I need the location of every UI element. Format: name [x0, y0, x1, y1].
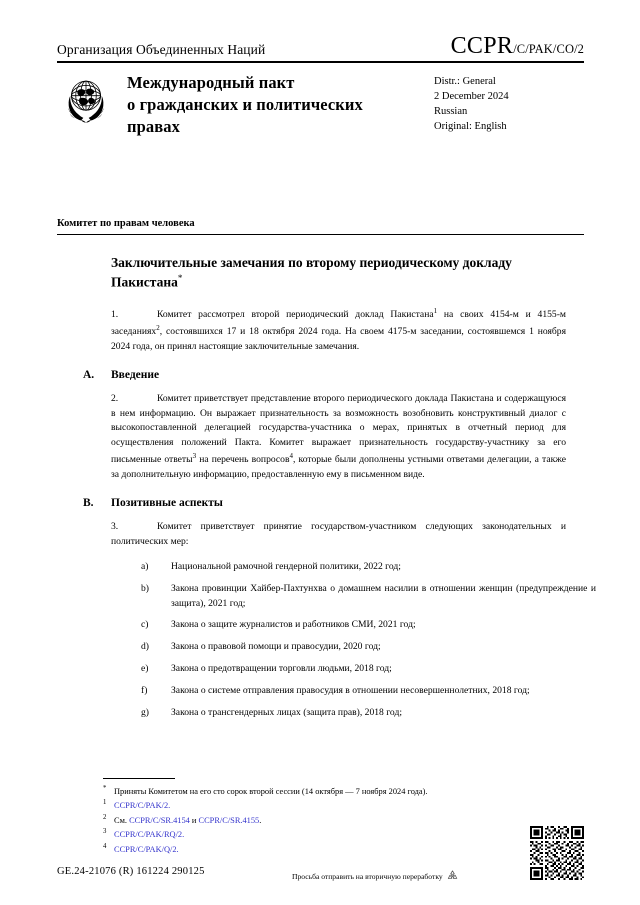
- list-item: [141, 706, 596, 721]
- recycle-icon: [446, 869, 459, 884]
- list-item: [141, 618, 596, 633]
- document-symbol-main: CCPR: [450, 33, 514, 59]
- page-title: [111, 253, 566, 292]
- list-item: [141, 640, 596, 655]
- footnote-mark: *: [103, 785, 107, 792]
- footnote-1: [103, 798, 543, 812]
- paragraph-1-text-b: на своих 4154-м и 4155-м заседаниях: [111, 309, 566, 338]
- list-item-label: b): [141, 582, 149, 594]
- list-item-text: Закона о защите журналистов и работников СМИ, 2021 год;: [171, 619, 416, 631]
- footnote-separator: [103, 778, 175, 779]
- list-item: [141, 560, 596, 575]
- list-item-label: a): [141, 560, 149, 572]
- distribution-original: Original: English: [434, 120, 507, 132]
- footnote-3: [103, 827, 543, 841]
- qr-code: [530, 826, 584, 880]
- paragraph-3-text: Комитет приветствует принятие государством-участником следующих законодательных и политических мер:: [111, 521, 566, 547]
- footnote-conjunction: и: [189, 815, 199, 825]
- paragraph-3-number: 3.: [111, 521, 119, 533]
- paragraph-2-number: 2.: [111, 392, 119, 404]
- section-heading-b: [83, 497, 566, 509]
- paragraph-1-footref-1: 1: [433, 306, 438, 315]
- covenant-title-line-3: правах: [127, 116, 180, 136]
- list-item: [141, 662, 596, 677]
- list-item-label: d): [141, 641, 149, 653]
- footnote-link[interactable]: CCPR/C/SR.4154: [129, 815, 190, 825]
- paragraph-2: [111, 392, 566, 483]
- footnote-text: Приняты Комитетом на его сто сорок второй сессии (14 октября — 7 ноября 2024 года).: [114, 786, 428, 796]
- list-item-text: Закона о предотвращении торговли людьми, 2018 год;: [171, 663, 392, 675]
- document-symbol: [451, 34, 584, 58]
- list-item-label: g): [141, 706, 149, 718]
- distribution-block: [434, 71, 584, 135]
- list-item: [141, 684, 596, 699]
- document-footer: [57, 862, 584, 896]
- footnote-link[interactable]: CCPR/C/PAK/2.: [114, 801, 171, 811]
- list-item-text: Закона о правовой помощи и правосудии, 2020 год;: [171, 641, 381, 653]
- paragraph-1-text-a: Комитет рассмотрел второй периодический доклад Пакистана: [157, 309, 434, 320]
- section-heading-a: [83, 369, 566, 381]
- covenant-title-block: [113, 71, 434, 138]
- footnote-link[interactable]: CCPR/C/PAK/RQ/2.: [114, 830, 185, 840]
- covenant-title-line-1: Международный пакт: [127, 73, 295, 92]
- recycle-notice: [292, 869, 459, 884]
- list-item-label: f): [141, 684, 148, 696]
- footnote-link[interactable]: CCPR/C/PAK/Q/2.: [114, 844, 179, 854]
- footnote-suffix: .: [259, 815, 262, 825]
- list-item-text: Национальной рамочной гендерной политики, 2022 год;: [171, 560, 401, 572]
- footnote-mark: 4: [103, 842, 107, 850]
- page-title-text: Заключительные замечания по второму периодическому докладу Пакистана: [111, 255, 512, 290]
- section-a-title: Введение: [111, 368, 160, 381]
- paragraph-2-footref-3: 3: [192, 452, 197, 461]
- list-item-text: Закона о трансгендерных лицах (защита прав), 2018 год;: [171, 706, 402, 718]
- distribution-date: 2 December 2024: [434, 90, 509, 102]
- list-item-label: e): [141, 663, 149, 675]
- recycle-text: Просьба отправить на вторичную переработку: [292, 872, 443, 881]
- document-body: [57, 218, 596, 728]
- list-item: [141, 582, 596, 612]
- committee-rule: [57, 234, 584, 235]
- header-top-row: [57, 34, 584, 61]
- paragraph-1: [111, 306, 566, 355]
- list-item-text: Закона провинции Хайбер-Пахтунхва о домашнем насилии в отношении женщин (предупреждение и защита), 2021 год;: [171, 582, 596, 609]
- distribution-type: Distr.: General: [434, 76, 496, 87]
- footnote-link[interactable]: CCPR/C/SR.4155: [198, 815, 260, 825]
- footnote-2: [103, 813, 543, 827]
- covenant-title-line-2: о гражданских и политических: [127, 94, 363, 114]
- footnote-4: [103, 842, 543, 856]
- footnote-mark: 3: [103, 828, 107, 836]
- paragraph-2-footref-4: 4: [289, 452, 293, 461]
- footnote-text: См.: [114, 815, 130, 825]
- list-item-text: Закона о системе отправления правосудия в отношении несовершеннолетних, 2018 год;: [171, 684, 530, 696]
- distribution-language: Russian: [434, 105, 468, 117]
- paragraph-1-number: 1.: [111, 309, 119, 320]
- footnote-mark: 2: [103, 813, 107, 821]
- paragraph-2-text-b: на перечень вопросов: [196, 454, 290, 466]
- organization-name: Организация Объединенных Наций: [57, 42, 266, 58]
- un-emblem: [59, 73, 113, 127]
- section-a-letter: A.: [83, 368, 95, 381]
- paragraph-1-text-c: , состоявшихся 17 и 18 октября 2024 года. На своем 4175-м заседании, состоявшемся 1 ноября 2024 года, он принял настоящие заключительные замечания.: [111, 326, 566, 352]
- header-body-row: [57, 63, 584, 138]
- section-b-letter: B.: [83, 497, 94, 510]
- paragraph-2-text-a: Комитет приветствует представление второго периодического доклада Пакистана и содержащуюся в нем информацию. Он выражает признательность за возможность возобновить конструктивный диалог с высокопоставленной делегацией государства-участника о мерах, принятых в отчетный период для осуществления положений Пакта. Комитет выражает признательность государству-участнику за его письменные ответы: [111, 392, 566, 466]
- paragraph-2-text-c: , которые были дополнены устными ответами делегации, а также за дополнительную информацию, предоставленную ему в письменном виде.: [111, 454, 566, 481]
- section-b-title: Позитивные аспекты: [111, 497, 223, 510]
- document-id: GE.24-21076 (R) 161224 290125: [57, 866, 205, 877]
- paragraph-1-footref-2: 2: [156, 323, 160, 332]
- document-symbol-sub: /C/PAK/CO/2: [513, 42, 584, 56]
- document-header: [57, 34, 584, 138]
- footnote-asterisk: [103, 784, 543, 798]
- paragraph-3: [111, 520, 566, 550]
- footnote-mark: 1: [103, 799, 107, 807]
- committee-name: Комитет по правам человека: [57, 218, 195, 229]
- page-title-footnote-mark: *: [177, 273, 183, 284]
- list-item-label: c): [141, 619, 149, 631]
- footnotes-block: [103, 778, 543, 856]
